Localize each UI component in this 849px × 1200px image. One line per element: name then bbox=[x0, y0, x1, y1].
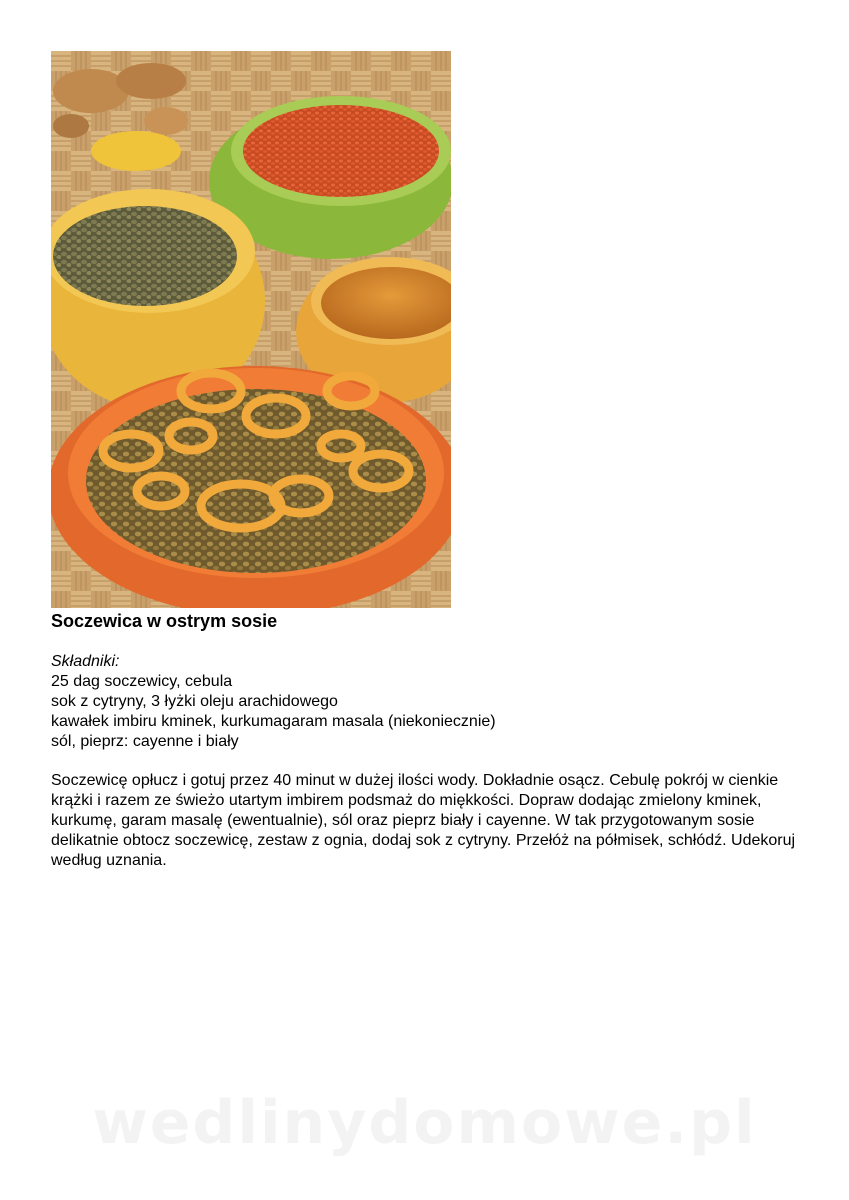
lentil-dish-photo bbox=[51, 51, 451, 608]
ingredient-item: kawałek imbiru kminek, kurkumagaram masala (niekoniecznie) bbox=[51, 713, 496, 730]
lemon bbox=[91, 131, 181, 171]
ingredients-list bbox=[51, 672, 496, 752]
ingredient-item: sok z cytryny, 3 łyżki oleju arachidowego bbox=[51, 693, 338, 710]
ingredients-heading: Składniki: bbox=[51, 653, 120, 670]
ingredient-item: 25 dag soczewicy, cebula bbox=[51, 673, 233, 690]
recipe-instructions: Soczewicę opłucz i gotuj przez 40 minut w dużej ilości wody. Dokładnie osącz. Cebulę pokrój w cienkie krążki i razem ze świeżo utartym imbirem podsmaż do miękkości. Dopraw dodając zmielony kminek, kurkumę, garam masalę (ewentualnie), sól oraz pieprz biały i cayenne. W tak przygotowanym sosie delikatnie obtocz soczewicę, zestaw z ognia, dodaj sok z cytryny. Przełóż na półmisek, schłódź. Udekoruj według uznania. bbox=[51, 772, 796, 869]
ingredient-item: sól, pieprz: cayenne i biały bbox=[51, 733, 239, 750]
orange-bowl-lentil-dish bbox=[51, 366, 451, 608]
site-watermark: wedlinydomowe.pl bbox=[92, 1088, 757, 1158]
ingredients-section bbox=[51, 652, 496, 752]
recipe-title: Soczewica w ostrym sosie bbox=[51, 611, 278, 631]
